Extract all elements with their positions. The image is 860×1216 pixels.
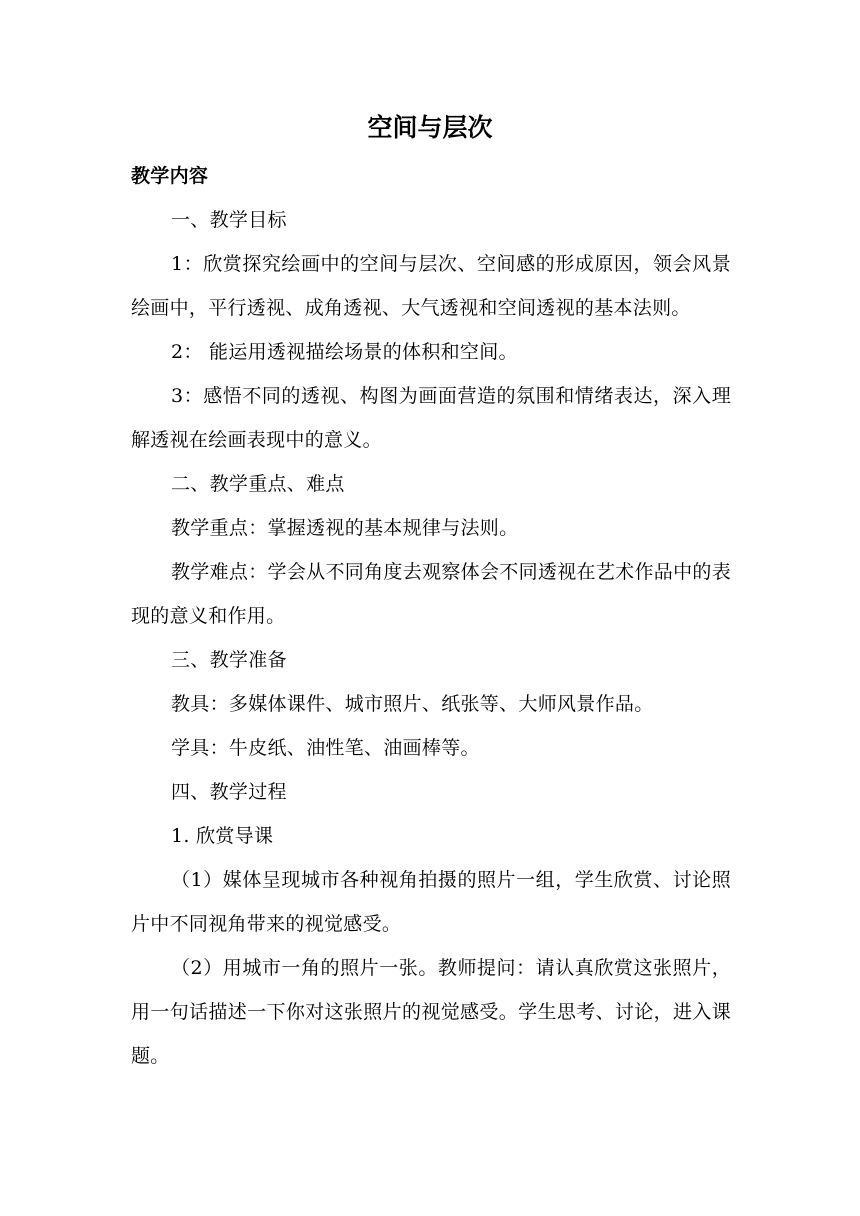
paragraph-objective-2: 2： 能运用透视描绘场景的体积和空间。 (171, 341, 518, 363)
paragraph-step-1-2: （2）用城市一角的照片一张。教师提问：请认真欣赏这张照片，用一句话描述一下你对这张照片的视觉感受。学生思考、讨论，进入课题。 (131, 957, 731, 1067)
paragraph-difficulty: 教学难点：学会从不同角度去观察体会不同透视在艺术作品中的表现的意义和作用。 (131, 561, 731, 627)
paragraph-objective-3: 3：感悟不同的透视、构图为画面营造的氛围和情绪表达，深入理解透视在绘画表现中的意义。 (131, 385, 731, 451)
paragraph-key-points-heading: 二、教学重点、难点 (171, 473, 345, 495)
paragraph-process-heading: 四、教学过程 (171, 781, 287, 803)
paragraph-step-1-1: （1）媒体呈现城市各种视角拍摄的照片一组，学生欣赏、讨论照片中不同视角带来的视觉感受。 (131, 869, 731, 935)
section-heading: 教学内容 (131, 165, 209, 187)
paragraph-student-materials: 学具：牛皮纸、油性笔、油画棒等。 (171, 737, 480, 759)
paragraph-key-point: 教学重点：掌握透视的基本规律与法则。 (171, 517, 519, 539)
paragraph-teaching-aids: 教具：多媒体课件、城市照片、纸张等、大师风景作品。 (171, 693, 654, 715)
document-title: 空间与层次 (367, 113, 493, 142)
paragraph-preparation-heading: 三、教学准备 (171, 649, 287, 671)
paragraph-objective-1: 1：欣赏探究绘画中的空间与层次、空间感的形成原因，领会风景绘画中，平行透视、成角透视、大气透视和空间透视的基本法则。 (131, 253, 731, 319)
paragraph-step-1: 1. 欣赏导课 (171, 825, 274, 847)
paragraph-objectives-heading: 一、教学目标 (171, 209, 287, 231)
document-body (131, 154, 731, 1078)
